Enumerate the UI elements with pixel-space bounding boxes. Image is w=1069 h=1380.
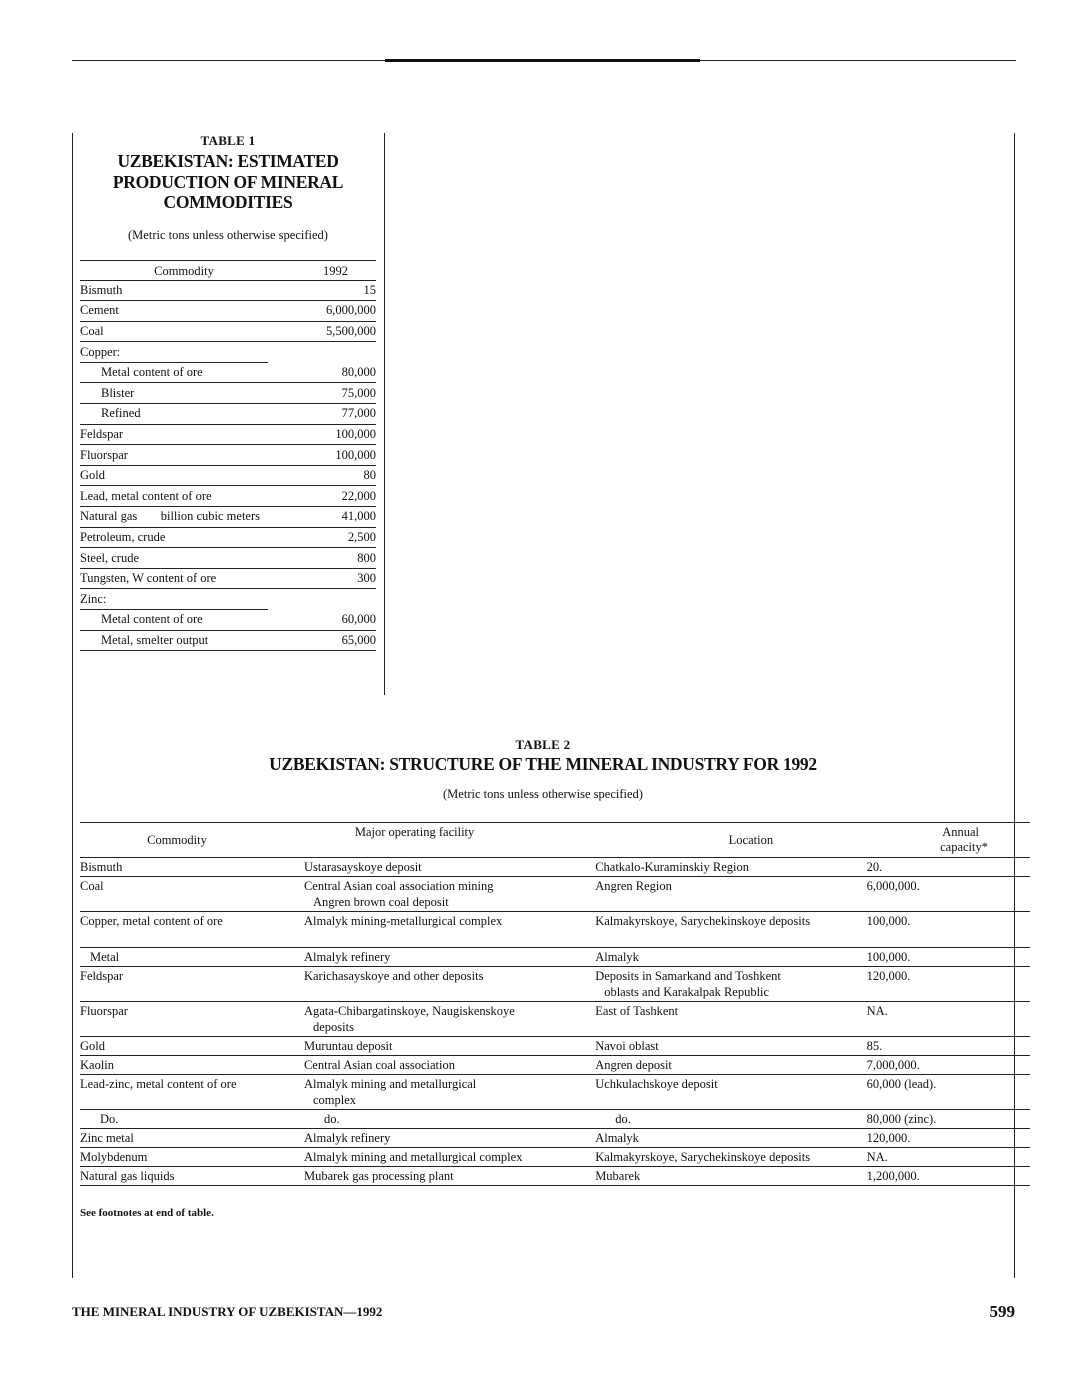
commodity-cell	[80, 610, 268, 631]
commodity-cell	[80, 1110, 304, 1129]
value-cell: 6,000,000	[268, 301, 376, 322]
table-row	[80, 424, 376, 445]
table-row	[80, 630, 376, 651]
value-cell: 15	[268, 280, 376, 301]
capacity-cell: 80,000 (zinc).	[867, 1110, 1030, 1129]
table-row	[80, 1110, 1030, 1129]
commodity-cell: Bismuth	[80, 858, 304, 877]
facility-cell	[304, 1002, 595, 1037]
capacity-cell: 1,200,000.	[867, 1167, 1030, 1186]
table-row	[80, 967, 1030, 1002]
running-title: THE MINERAL INDUSTRY OF UZBEKISTAN—1992	[72, 1304, 383, 1319]
commodity-cell: Coal	[80, 877, 304, 912]
location-label: do.	[615, 1112, 631, 1126]
facility-cell: Almalyk refinery	[304, 1129, 595, 1148]
table2-grid	[80, 822, 1030, 1186]
table1-title-line: COMMODITIES	[163, 192, 293, 212]
value-cell	[268, 589, 376, 610]
commodity-cell	[80, 948, 304, 967]
location-line: oblasts and Karakalpak Republic	[604, 985, 770, 999]
value-cell: 5,500,000	[268, 321, 376, 342]
table-row	[80, 321, 376, 342]
location-cell: Chatkalo-Kuraminskiy Region	[595, 858, 866, 877]
table2-footnote: See footnotes at end of table.	[80, 1207, 214, 1219]
commodity-label: Metal, smelter output	[101, 632, 209, 647]
facility-cell: Almalyk mining and metallurgical complex	[304, 1148, 595, 1167]
table-row	[80, 362, 376, 383]
table2-header-facility: Major operating facility	[304, 823, 595, 858]
table2-header-row	[80, 823, 1030, 858]
commodity-cell: Molybdenum	[80, 1148, 304, 1167]
facility-cell: Ustarasayskoye deposit	[304, 858, 595, 877]
value-cell: 77,000	[268, 404, 376, 425]
commodity-cell: Steel, crude	[80, 548, 268, 569]
table-row	[80, 1037, 1030, 1056]
commodity-cell: Copper, metal content of ore	[80, 912, 304, 948]
table-row	[80, 280, 376, 301]
commodity-cell: Natural gas liquids	[80, 1167, 304, 1186]
commodity-cell: Fluorspar	[80, 445, 268, 466]
location-cell: East of Tashkent	[595, 1002, 866, 1037]
commodity-cell: Gold	[80, 465, 268, 486]
facility-line: complex	[312, 1093, 357, 1107]
commodity-cell: Lead-zinc, metal content of ore	[80, 1075, 304, 1110]
facility-label: do.	[323, 1112, 340, 1126]
table-row	[80, 948, 1030, 967]
location-cell: Uchkulachskoye deposit	[595, 1075, 866, 1110]
table2-header-capacity	[867, 823, 1030, 858]
capacity-cell: 60,000 (lead).	[867, 1075, 1030, 1110]
facility-cell	[304, 1110, 595, 1129]
location-cell	[595, 1110, 866, 1129]
commodity-cell	[80, 383, 268, 404]
facility-cell	[304, 877, 595, 912]
table-row	[80, 912, 1030, 948]
table-row	[80, 877, 1030, 912]
table-row	[80, 858, 1030, 877]
commodity-cell: Tungsten, W content of ore	[80, 568, 268, 589]
location-cell: Kalmakyrskoye, Sarychekinskoye deposits	[595, 1148, 866, 1167]
commodity-cell: Kaolin	[80, 1056, 304, 1075]
capacity-cell: 120,000.	[867, 1129, 1030, 1148]
table-row	[80, 527, 376, 548]
top-rule-accent	[385, 59, 700, 62]
commodity-label: Metal content of ore	[101, 612, 203, 627]
commodity-cell: Bismuth	[80, 280, 268, 301]
commodity-label: Do.	[100, 1112, 119, 1126]
commodity-label: Refined	[101, 406, 141, 421]
table1-grid	[80, 260, 376, 652]
facility-cell: Mubarek gas processing plant	[304, 1167, 595, 1186]
value-cell: 60,000	[268, 610, 376, 631]
table-row	[80, 1056, 1030, 1075]
value-cell: 300	[268, 568, 376, 589]
table-row	[80, 404, 376, 425]
table2-heading	[80, 737, 1006, 802]
facility-cell: Muruntau deposit	[304, 1037, 595, 1056]
value-cell: 65,000	[268, 630, 376, 651]
commodity-cell: Lead, metal content of ore	[80, 486, 268, 507]
commodity-cell: Feldspar	[80, 424, 268, 445]
value-cell: 800	[268, 548, 376, 569]
commodity-cell: Zinc metal	[80, 1129, 304, 1148]
table2-title: UZBEKISTAN: STRUCTURE OF THE MINERAL INDUSTRY FOR 1992	[269, 754, 817, 774]
table2-header-commodity: Commodity	[80, 823, 304, 858]
commodity-cell: Coal	[80, 321, 268, 342]
facility-cell: Central Asian coal association	[304, 1056, 595, 1075]
table-row	[80, 1002, 1030, 1037]
location-cell: Angren deposit	[595, 1056, 866, 1075]
table-row	[80, 465, 376, 486]
facility-cell	[304, 1075, 595, 1110]
value-cell	[268, 342, 376, 363]
column-rule-left	[72, 133, 73, 1278]
value-cell: 100,000	[268, 445, 376, 466]
location-cell: Mubarek	[595, 1167, 866, 1186]
table1-header-commodity: Commodity	[80, 260, 268, 280]
table1-label: TABLE 1	[200, 133, 256, 148]
commodity-cell	[80, 630, 268, 651]
value-cell: 80,000	[268, 362, 376, 383]
facility-line: Almalyk mining and metallurgical	[303, 1077, 477, 1091]
capacity-cell: NA.	[867, 1148, 1030, 1167]
table-row	[80, 486, 376, 507]
commodity-cell	[80, 507, 268, 528]
table-row	[80, 1148, 1030, 1167]
table-row	[80, 1075, 1030, 1110]
table-row	[80, 589, 376, 610]
facility-line: Central Asian coal association mining	[303, 879, 494, 893]
table1-header-row	[80, 260, 376, 280]
commodity-label: Blister	[101, 385, 135, 400]
capacity-cell: 100,000.	[867, 948, 1030, 967]
table2-subtitle: (Metric tons unless otherwise specified)	[443, 787, 643, 801]
location-cell: Almalyk	[595, 1129, 866, 1148]
page-number: 599	[989, 1302, 1015, 1321]
table1-title-line: UZBEKISTAN: ESTIMATED	[117, 151, 339, 171]
facility-line: Agata-Chibargatinskoye, Naugiskenskoye	[303, 1004, 515, 1018]
capacity-cell: 6,000,000.	[867, 877, 1030, 912]
table1-title	[80, 151, 376, 213]
capacity-cell: 20.	[867, 858, 1030, 877]
table-row	[80, 301, 376, 322]
facility-cell: Almalyk refinery	[304, 948, 595, 967]
location-cell: Navoi oblast	[595, 1037, 866, 1056]
facility-cell: Almalyk mining-metallurgical complex	[304, 912, 595, 948]
value-cell: 2,500	[268, 527, 376, 548]
capacity-cell: NA.	[867, 1002, 1030, 1037]
value-cell: 22,000	[268, 486, 376, 507]
capacity-header-line: Annual	[942, 825, 979, 839]
table-row	[80, 568, 376, 589]
table-row	[80, 548, 376, 569]
commodity-label: Natural gas	[80, 509, 138, 524]
table-row	[80, 445, 376, 466]
location-cell: Almalyk	[595, 948, 866, 967]
commodity-cell: Copper:	[80, 342, 268, 363]
facility-cell: Karichasayskoye and other deposits	[304, 967, 595, 1002]
commodity-cell: Cement	[80, 301, 268, 322]
capacity-cell: 85.	[867, 1037, 1030, 1056]
table1-header-year: 1992	[268, 260, 376, 280]
table-row	[80, 1129, 1030, 1148]
commodity-label: Metal	[90, 950, 120, 964]
table1	[80, 133, 376, 651]
commodity-cell: Gold	[80, 1037, 304, 1056]
table-row	[80, 610, 376, 631]
column-rule-middle	[384, 133, 385, 695]
value-cell: 100,000	[268, 424, 376, 445]
commodity-cell: Feldspar	[80, 967, 304, 1002]
capacity-cell: 100,000.	[867, 912, 1030, 948]
commodity-cell: Petroleum, crude	[80, 527, 268, 548]
commodity-cell: Fluorspar	[80, 1002, 304, 1037]
location-line: Deposits in Samarkand and Toshkent	[595, 969, 781, 983]
table1-subtitle: (Metric tons unless otherwise specified)	[128, 227, 328, 242]
location-cell: Kalmakyrskoye, Sarychekinskoye deposits	[595, 912, 866, 948]
commodity-cell: Zinc:	[80, 589, 268, 610]
unit-label: billion cubic meters	[160, 509, 260, 524]
location-cell	[595, 967, 866, 1002]
capacity-cell: 7,000,000.	[867, 1056, 1030, 1075]
commodity-label: Metal content of ore	[101, 365, 203, 380]
commodity-cell	[80, 362, 268, 383]
table1-title-line: PRODUCTION OF MINERAL	[112, 171, 344, 192]
facility-line: deposits	[312, 1020, 354, 1034]
table-row	[80, 383, 376, 404]
capacity-cell: 120,000.	[867, 967, 1030, 1002]
table2-header-location: Location	[595, 823, 866, 858]
value-cell: 80	[268, 465, 376, 486]
capacity-header-line: capacity*	[940, 840, 988, 854]
table-row	[80, 1167, 1030, 1186]
facility-line: Angren brown coal deposit	[312, 895, 449, 909]
location-cell: Angren Region	[595, 877, 866, 912]
table2-label: TABLE 2	[515, 737, 571, 752]
table-row	[80, 507, 376, 528]
table-row	[80, 342, 376, 363]
commodity-cell	[80, 404, 268, 425]
value-cell: 41,000	[268, 507, 376, 528]
value-cell: 75,000	[268, 383, 376, 404]
